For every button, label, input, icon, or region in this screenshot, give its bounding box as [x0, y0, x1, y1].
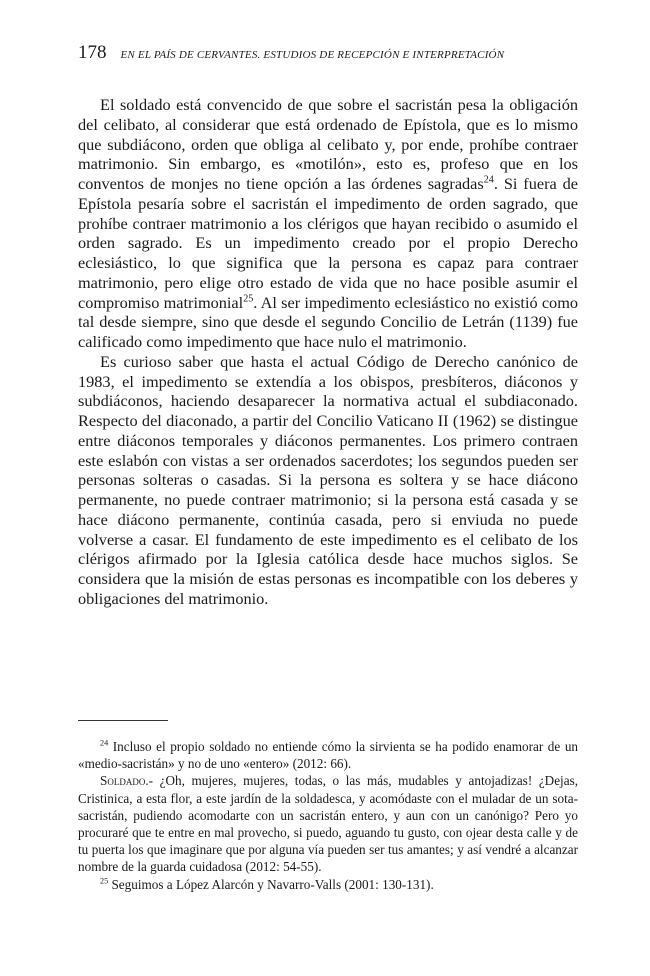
quote-text: .- ¿Oh, mujeres, mujeres, todas, o las más, mudables y antojadizas! ¿Dejas, Cristinica, a esta flor, a este jardín de la soldadesca, y acomódaste con el muladar de un sota-sacristán, pudiendo acomodarte con un sacristán entero, y aun con un canónigo? Pero yo procuraré que te entre en mal provecho, si puedo, aguando tu gusto, con ojear desta calle y de tu puerta los que imaginare que por alguna vía pueden ser tus amantes; y así vendré a alcanzar nombre de la guarda cuidadosa (2012: 54-55).: [78, 773, 578, 875]
page-header: [78, 42, 580, 64]
paragraph-1-part-b: . Si fuera de Epístola pesaría sobre el sacristán el impedimento de orden sagrado, que prohíbe contraer matrimonio a los clérigos que hayan recibido o asumido el orden sagrado. Es un impedimento creado por el propio Derecho eclesiástico, lo que significa que la persona es capaz para contraer matrimonio, pero elige otro estado de vida que no hace posible asumir el compromiso matrimonial: [78, 174, 578, 312]
running-title: EN EL PAÍS DE CERVANTES. ESTUDIOS DE RECEPCIÓN E INTERPRETACIÓN: [120, 49, 505, 61]
footnote-24-quote: [78, 772, 578, 875]
paragraph-1-part-a: El soldado está convencido de que sobre el sacristán pesa la obligación del celibato, al considerar que está ordenado de Epístola, que es lo mismo que subdiácono, orden que obliga al celibato y, por ende, prohíbe contraer matrimonio. Sin embargo, es «motilón», esto es, profeso que en los conventos de monjes no tiene opción a las órdenes sagradas: [78, 95, 578, 193]
footnotes: [78, 738, 578, 893]
paragraph-1: [78, 95, 578, 352]
footnote-25: [78, 876, 578, 893]
footnote-24-number: 24: [100, 738, 109, 748]
footnote-ref-24: 24: [483, 174, 494, 186]
paragraph-1-part-c: . Al ser impedimento eclesiástico no existió como tal desde siempre, sino que desde el segundo Concilio de Letrán (1139) fue calificado como impedimento que hace nulo el matrimonio.: [78, 292, 579, 351]
footnote-25-number: 25: [100, 876, 109, 886]
quote-speaker: Soldado: [100, 773, 146, 789]
main-text: [78, 95, 578, 609]
footnote-24-text: Incluso el propio soldado no entiende cómo la sirvienta se ha podido enamorar de un «medio-sacristán» y no de uno «entero» (2012: 66).: [78, 739, 579, 772]
footnote-ref-25: 25: [243, 293, 254, 305]
footnote-rule: [78, 720, 168, 721]
page-number: 178: [78, 42, 107, 63]
footnote-25-text: Seguimos a López Alarcón y Navarro-Valls (2001: 130-131).: [111, 876, 434, 892]
paragraph-2: Es curioso saber que hasta el actual Código de Derecho canónico de 1983, el impedimento se extendía a los obispos, presbíteros, diáconos y subdiáconos, haciendo desaparecer la normativa actual el subdiaconado. Respecto del diaconado, a partir del Concilio Vaticano II (1962) se distingue entre diáconos temporales y diáconos permanentes. Los primero contraen este eslabón con vistas a ser ordenados sacerdotes; los segundos pueden ser personas solteras o casadas. Si la persona es soltera y se hace diácono permanente, no puede contraer matrimonio; si la persona está casada y se hace diácono permanente, continúa casada, pero si enviuda no puede volverse a casar. El fundamento de este impedimento es el celibato de los clérigos afirmado por la Iglesia católica desde hace muchos siglos. Se considera que la misión de estas personas es incompatible con los deberes y obligaciones del matrimonio.: [78, 351, 578, 608]
footnote-24: [78, 738, 578, 772]
